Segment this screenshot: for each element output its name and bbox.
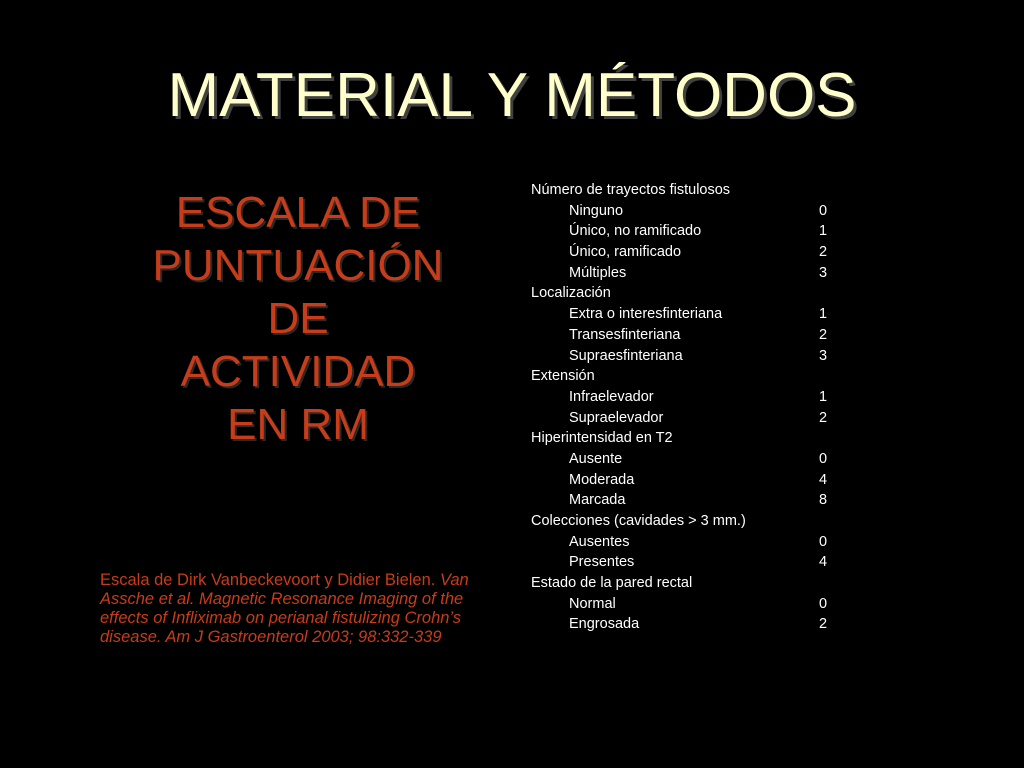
score-row bbox=[531, 242, 851, 263]
score-row bbox=[531, 408, 851, 429]
item-score: 0 bbox=[819, 202, 828, 219]
category-row bbox=[531, 366, 851, 387]
item-score: 1 bbox=[819, 388, 828, 405]
score-row bbox=[531, 325, 851, 346]
scale-heading-line: PUNTUACIÓN bbox=[152, 241, 444, 290]
item-label: Supraelevador bbox=[569, 409, 664, 426]
item-label: Infraelevador bbox=[569, 388, 654, 405]
score-row bbox=[531, 552, 851, 573]
scale-heading bbox=[100, 186, 496, 451]
category-label: Estado de la pared rectal bbox=[531, 575, 693, 592]
item-label: Supraesfinteriana bbox=[569, 347, 683, 364]
item-score: 0 bbox=[819, 533, 828, 550]
item-score: 1 bbox=[819, 306, 828, 323]
item-label: Engrosada bbox=[569, 616, 640, 633]
item-label: Presentes bbox=[569, 554, 635, 571]
item-score: 2 bbox=[819, 326, 828, 343]
scale-heading-line: EN RM bbox=[227, 400, 369, 449]
item-label: Ninguno bbox=[569, 202, 624, 219]
score-row bbox=[531, 614, 851, 635]
item-score: 3 bbox=[819, 347, 828, 364]
category-label: Hiperintensidad en T2 bbox=[531, 430, 673, 447]
score-row bbox=[531, 221, 851, 242]
citation bbox=[100, 571, 490, 647]
item-score: 4 bbox=[819, 554, 828, 571]
item-label: Ausentes bbox=[569, 533, 630, 550]
category-label: Localización bbox=[531, 285, 611, 302]
category-row bbox=[531, 428, 851, 449]
item-label: Normal bbox=[569, 595, 616, 612]
item-label: Ausente bbox=[569, 450, 623, 467]
citation-authors: Escala de Dirk Vanbeckevoort y Didier Bielen. bbox=[100, 571, 440, 589]
score-table bbox=[531, 180, 851, 635]
category-row bbox=[531, 573, 851, 594]
item-label: Único, no ramificado bbox=[569, 223, 702, 240]
item-score: 2 bbox=[819, 244, 828, 261]
item-score: 1 bbox=[819, 223, 828, 240]
category-label: Número de trayectos fistulosos bbox=[531, 182, 731, 198]
item-label: Extra o interesfinteriana bbox=[569, 306, 723, 323]
item-score: 0 bbox=[819, 595, 828, 612]
item-score: 8 bbox=[819, 492, 828, 509]
item-label: Múltiples bbox=[569, 264, 627, 281]
score-row bbox=[531, 594, 851, 615]
category-row bbox=[531, 283, 851, 304]
item-score: 4 bbox=[819, 471, 828, 488]
category-row bbox=[531, 511, 851, 532]
item-score: 3 bbox=[819, 264, 828, 281]
item-label: Transesfinteriana bbox=[569, 326, 681, 343]
item-score: 2 bbox=[819, 409, 828, 426]
item-score: 0 bbox=[819, 450, 828, 467]
item-label: Único, ramificado bbox=[569, 244, 682, 261]
score-row bbox=[531, 490, 851, 511]
category-label: Colecciones (cavidades > 3 mm.) bbox=[531, 513, 746, 529]
score-row bbox=[531, 346, 851, 367]
score-row bbox=[531, 201, 851, 222]
score-row bbox=[531, 304, 851, 325]
item-label: Moderada bbox=[569, 471, 635, 488]
score-row bbox=[531, 470, 851, 491]
item-label: Marcada bbox=[569, 492, 626, 509]
scale-heading-line: ESCALA DE bbox=[175, 188, 421, 237]
score-row bbox=[531, 449, 851, 470]
citation-reference: Van Assche et al. Magnetic Resonance Imaging of the effects of Infliximab on perianal fistulizing Crohn’s disease. Am J Gastroenterol 2003; 98:332-339 bbox=[100, 571, 469, 646]
scale-heading-line: ACTIVIDAD bbox=[180, 347, 416, 396]
score-row bbox=[531, 387, 851, 408]
score-row bbox=[531, 263, 851, 284]
category-label: Extensión bbox=[531, 368, 595, 385]
score-row bbox=[531, 532, 851, 553]
category-row bbox=[531, 180, 851, 201]
item-score: 2 bbox=[819, 616, 828, 633]
slide-title: MATERIAL Y MÉTODOS bbox=[167, 61, 857, 130]
scale-heading-line: DE bbox=[267, 294, 329, 343]
